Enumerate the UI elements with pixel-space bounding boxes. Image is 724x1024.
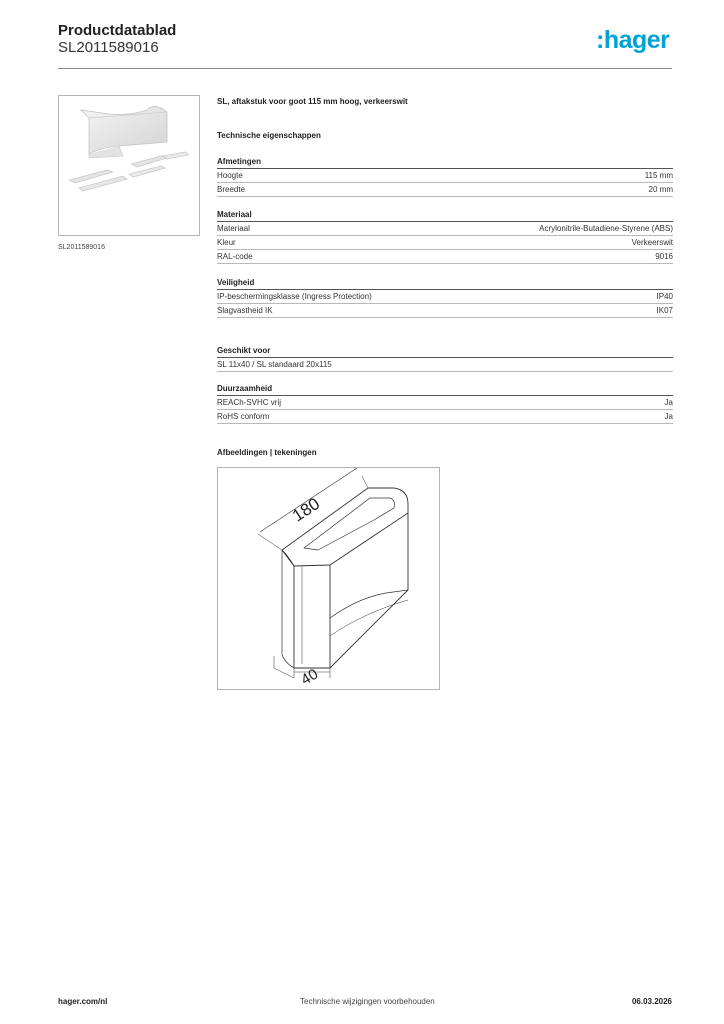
footer-date: 06.03.2026	[631, 997, 672, 1006]
tech-heading: Technische eigenschappen	[217, 131, 321, 140]
row-label: Kleur	[217, 238, 236, 247]
row-value: 115 mm	[644, 171, 673, 180]
row-value: Verkeerswit	[631, 238, 673, 247]
row-value: IK07	[656, 306, 673, 315]
product-title: SL, aftakstuk voor goot 115 mm hoog, verkeerswit	[217, 97, 408, 106]
product-photo	[58, 95, 200, 236]
photo-caption: SL2011589016	[58, 244, 105, 251]
row-value: 20 mm	[648, 185, 673, 194]
row-value: Acrylonitrile-Butadiene-Styrene (ABS)	[539, 224, 673, 233]
technical-drawing	[217, 467, 440, 690]
row-value: Ja	[664, 412, 673, 421]
header-divider	[58, 68, 672, 69]
table-row	[217, 183, 673, 197]
section-veiligheid	[217, 277, 673, 318]
row-label: SL 11x40 / SL standaard 20x115	[217, 360, 332, 369]
table-row	[217, 236, 673, 250]
hager-logo: :hager	[596, 26, 670, 54]
product-photo-illustration	[59, 96, 199, 235]
row-value: IP40	[656, 292, 673, 301]
row-label: IP-beschermingsklasse (Ingress Protection)	[217, 292, 372, 301]
row-label: Hoogte	[217, 171, 243, 180]
table-row	[217, 410, 673, 424]
footer-notice: Technische wijzigingen voorbehouden	[300, 997, 435, 1006]
footer-website[interactable]: hager.com/nl	[58, 997, 108, 1006]
row-value: Ja	[664, 398, 673, 407]
row-label: RAL-code	[217, 252, 253, 261]
section-heading: Afmetingen	[217, 156, 673, 169]
row-label: Materiaal	[217, 224, 250, 233]
section-afmetingen	[217, 156, 673, 197]
product-code: SL2011589016	[58, 39, 159, 56]
table-row	[217, 169, 673, 183]
table-row	[217, 304, 673, 318]
row-label: REACh-SVHC vrij	[217, 398, 282, 407]
section-heading: Geschikt voor	[217, 345, 673, 358]
dimension-width: 40	[298, 665, 322, 689]
row-label: Breedte	[217, 185, 246, 194]
section-materiaal	[217, 209, 673, 264]
table-row	[217, 358, 673, 372]
table-row	[217, 290, 673, 304]
technical-drawing-illustration	[218, 468, 439, 689]
section-heading: Veiligheid	[217, 277, 673, 290]
drawings-heading: Afbeeldingen | tekeningen	[217, 448, 317, 457]
page-title: Productdatablad	[58, 22, 177, 39]
table-row	[217, 250, 673, 264]
section-heading: Duurzaamheid	[217, 383, 673, 396]
table-row	[217, 222, 673, 236]
row-label: RoHS conform	[217, 412, 270, 421]
row-label: Slagvastheid IK	[217, 306, 273, 315]
section-duurzaamheid	[217, 383, 673, 424]
section-heading: Materiaal	[217, 209, 673, 222]
dimension-length: 180	[288, 494, 324, 526]
table-row	[217, 396, 673, 410]
row-value: 9016	[655, 252, 673, 261]
section-geschikt-voor	[217, 345, 673, 372]
